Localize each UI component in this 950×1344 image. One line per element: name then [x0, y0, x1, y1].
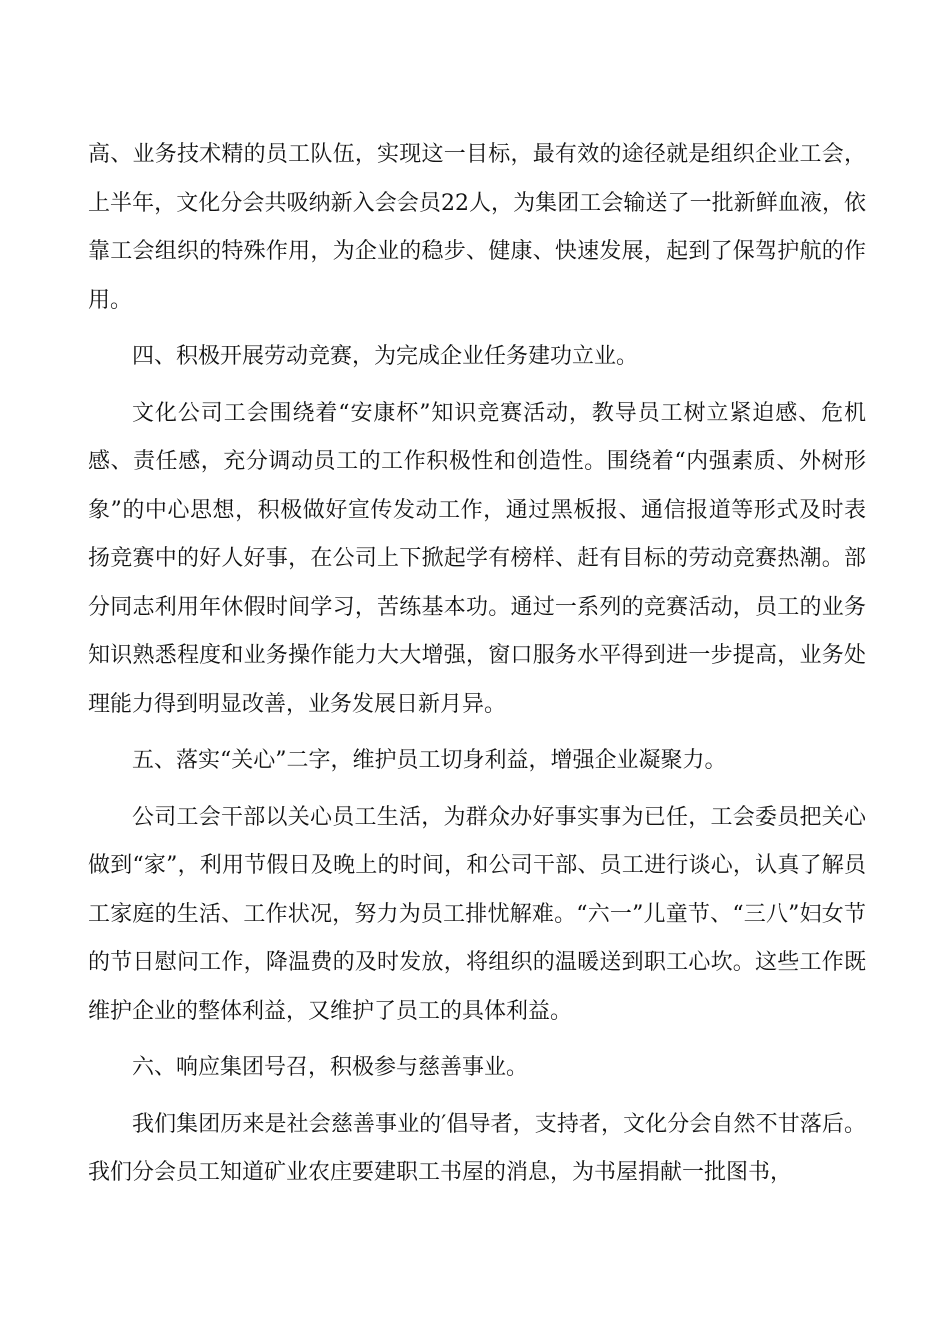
paragraph-charity: 我们集团历来是社会慈善事业的′倡导者，支持者，文化分会自然不甘落后。我们分会员工知道矿业农庄要建职工书屋的消息，为书屋捐献一批图书， [88, 1111, 866, 1185]
section-heading-4: 四、积极开展劳动竞赛，为完成企业任务建功立业。 [132, 344, 639, 369]
section-heading-5: 五、落实“关心”二字，维护员工切身利益，增强企业凝聚力。 [132, 748, 727, 773]
paragraph-continuation: 高、业务技术精的员工队伍，实现这一目标，最有效的途径就是组织企业工会，上半年，文化分会共吸纳新入会会员22人，为集团工会输送了一批新鲜血液，依靠工会组织的特殊作用，为企业的稳步、健康、快速发展，起到了保驾护航的作用。 [88, 142, 866, 313]
document-body [88, 131, 866, 1198]
paragraph-employee-care: 公司工会干部以关心员工生活，为群众办好事实事为已任，工会委员把关心做到“家”，利用节假日及晚上的时间，和公司干部、员工进行谈心，认真了解员工家庭的生活、工作状况，努力为员工排忧解难。“六一”儿童节、“三八”妇女节的节日慰问工作，降温费的及时发放，将组织的温暖送到职工心坎。这些工作既维护企业的整体利益，又维护了员工的具体利益。 [88, 804, 866, 1024]
paragraph-labor-competition: 文化公司工会围绕着“安康杯”知识竞赛活动，教导员工树立紧迫感、危机感、责任感，充分调动员工的工作积极性和创造性。围绕着“内强素质、外树形象”的中心思想，积极做好宣传发动工作，通过黑板报、通信报道等形式及时表扬竞赛中的好人好事，在公司上下掀起学有榜样、赶有目标的劳动竞赛热潮。部分同志利用年休假时间学习，苦练基本功。通过一系列的竞赛活动，员工的业务知识熟悉程度和业务操作能力大大增强，窗口服务水平得到进一步提高，业务处理能力得到明显改善，业务发展日新月异。 [88, 400, 866, 717]
section-heading-6: 六、响应集团号召，积极参与慈善事业。 [132, 1055, 529, 1080]
